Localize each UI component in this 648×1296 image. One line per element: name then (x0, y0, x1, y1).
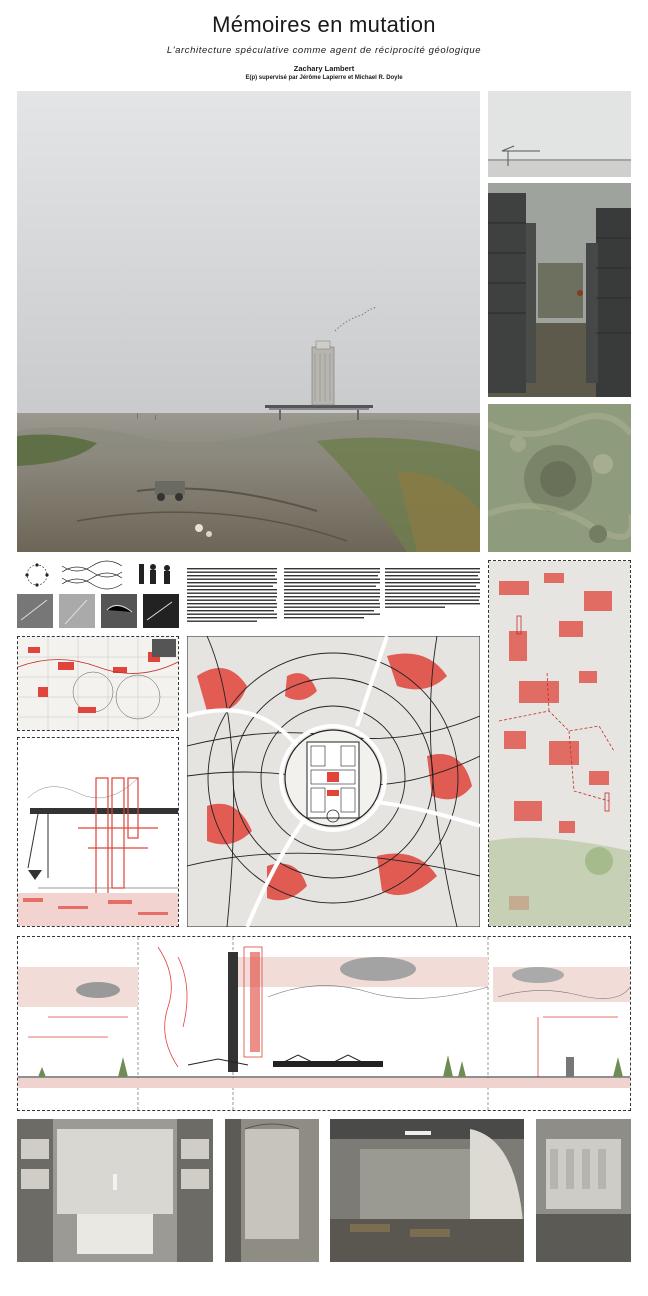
fog-crane-image (488, 91, 631, 177)
poster-subtitle: L'architecture spéculative comme agent de réciprocité géologique (166, 45, 482, 56)
site-plan-drawing (187, 636, 480, 927)
regional-map-panel (17, 636, 179, 731)
stone-walls-image (488, 183, 631, 397)
interior-render-2 (225, 1119, 319, 1262)
hero-render-image (17, 91, 480, 552)
interior-render-3 (330, 1119, 524, 1262)
text-column-1 (187, 562, 277, 628)
author-name: Zachary Lambert (293, 64, 355, 73)
text-column-3 (385, 562, 480, 628)
aerial-grass-image (488, 404, 631, 552)
human-figures-icon (139, 564, 170, 584)
supervisors-line: E(p) supervisé par Jérôme Lapierre et Michael R. Doyle (245, 75, 403, 81)
territory-map-panel (488, 560, 631, 927)
concept-diagrams-panel (17, 560, 179, 630)
interior-render-4 (536, 1119, 631, 1262)
interior-render-1 (17, 1119, 213, 1262)
text-column-2 (284, 562, 380, 628)
diagram-cycle-icon (25, 563, 48, 586)
braid-diagram-icon (62, 561, 122, 589)
long-section-panel (17, 936, 631, 1111)
poster-title: Mémoires en mutation (212, 12, 436, 37)
section-detail-panel (17, 737, 179, 927)
